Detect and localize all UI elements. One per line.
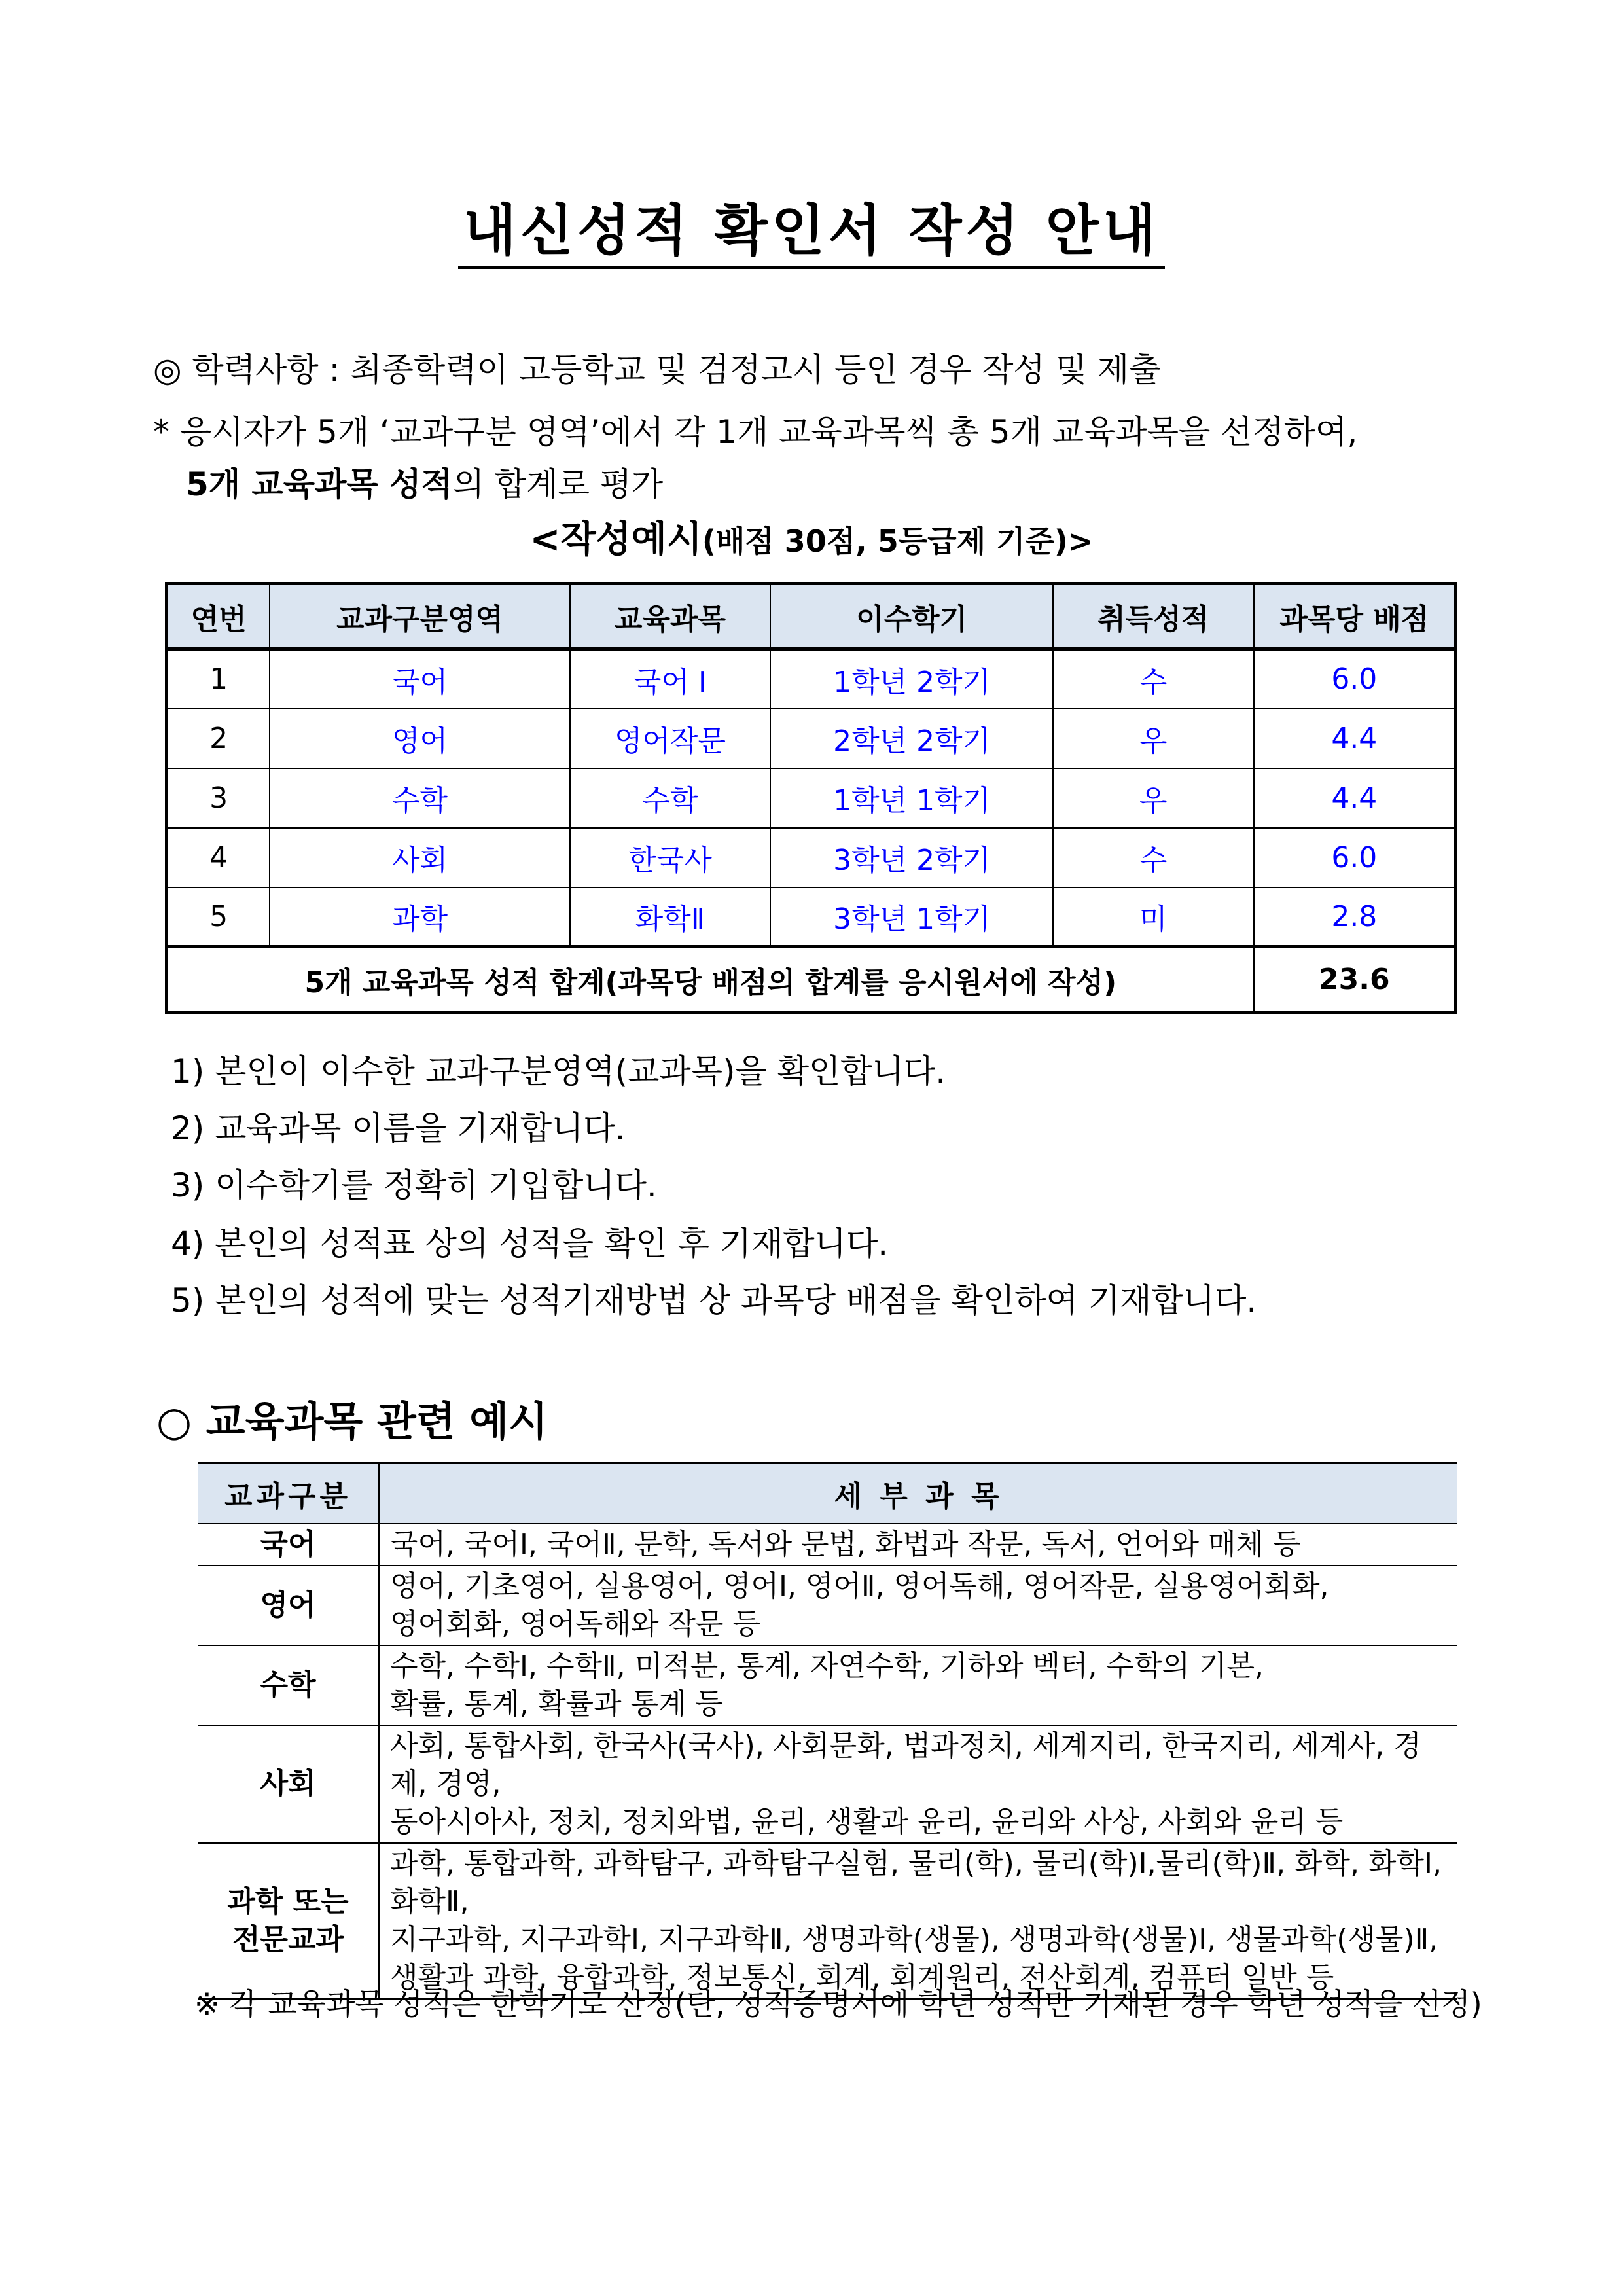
table-cell: 영어작문	[570, 709, 771, 768]
table-row	[198, 1725, 1457, 1843]
table-cell: 4.4	[1254, 709, 1456, 768]
table-cell: 2.8	[1254, 888, 1456, 947]
table-cell: 3	[167, 768, 270, 828]
subjects-cell: 사회, 통합사회, 한국사(국사), 사회문화, 법과정치, 세계지리, 한국지리, 세계사, 경제, 경영, 동아시아사, 정치, 정치와법, 윤리, 생활과 윤리, 윤리와 사상, 사회와 윤리 등	[379, 1725, 1457, 1843]
table-cell: 수	[1053, 649, 1254, 709]
col-header: 이수학기	[770, 584, 1053, 649]
table-cell: 영어	[270, 709, 569, 768]
footnote: ※ 각 교육과목 성적은 한학기로 산정(단, 성적증명서에 학년 성적만 기재된 경우 학년 성적을 선정)	[194, 1986, 1482, 2022]
col-header: 과목당 배점	[1254, 584, 1456, 649]
table-cell: 1학년 1학기	[770, 768, 1053, 828]
col-header: 연번	[167, 584, 270, 649]
category-cell: 사회	[198, 1725, 379, 1843]
total-label: 5개 교육과목 성적 합계(과목당 배점의 합계를 응시원서에 작성)	[167, 947, 1254, 1013]
table-cell: 2	[167, 709, 270, 768]
note-3: 3) 이수학기를 정확히 기입합니다.	[171, 1166, 657, 1204]
table-row	[167, 828, 1456, 888]
subjects-cell: 과학, 통합과학, 과학탐구, 과학탐구실험, 물리(학), 물리(학)Ⅰ,물리(학)Ⅱ, 화학, 화학Ⅰ, 화학Ⅱ, 지구과학, 지구과학Ⅰ, 지구과학Ⅱ, 생명과학(생물), 생명과학(생물)Ⅰ, 생물과학(생물)Ⅱ, 생활과 과학, 융합과학, 정보통신, 회계, 회계원리, 전산회계, 컴퓨터 일반 등	[379, 1843, 1457, 1999]
note-1: 1) 본인이 이수한 교과구분영역(교과목)을 확인합니다.	[171, 1052, 946, 1090]
category-cell: 영어	[198, 1566, 379, 1645]
example-heading: <작성예시(배점 30점, 5등급제 기준)>	[529, 518, 1094, 561]
col-header: 교과구분	[198, 1463, 379, 1524]
table-row	[198, 1843, 1457, 1999]
subject-examples-table	[198, 1462, 1457, 2000]
total-value: 23.6	[1254, 947, 1456, 1013]
col-header: 교육과목	[570, 584, 771, 649]
category-cell: 수학	[198, 1645, 379, 1725]
table-cell: 수	[1053, 828, 1254, 888]
table-cell: 국어	[270, 649, 569, 709]
table-cell: 4	[167, 828, 270, 888]
table-row	[167, 649, 1456, 709]
note-4: 4) 본인의 성적표 상의 성적을 확인 후 기재합니다.	[171, 1225, 889, 1263]
table-cell: 우	[1053, 709, 1254, 768]
subjects-cell: 영어, 기초영어, 실용영어, 영어Ⅰ, 영어Ⅱ, 영어독해, 영어작문, 실용영어회화, 영어회화, 영어독해와 작문 등	[379, 1566, 1457, 1645]
table-row	[167, 888, 1456, 947]
table-row	[198, 1566, 1457, 1645]
note-2: 2) 교육과목 이름을 기재합니다.	[171, 1109, 626, 1147]
section-title: ○ 교육과목 관련 예시	[156, 1397, 548, 1445]
table-row	[167, 709, 1456, 768]
subjects-cell: 수학, 수학Ⅰ, 수학Ⅱ, 미적분, 통계, 자연수학, 기하와 벡터, 수학의 기본, 확률, 통계, 확률과 통계 등	[379, 1645, 1457, 1725]
table-cell: 6.0	[1254, 649, 1456, 709]
table-cell: 3학년 1학기	[770, 888, 1053, 947]
table-cell: 6.0	[1254, 828, 1456, 888]
intro-education-history: ◎ 학력사항 : 최종학력이 고등학교 및 검정고시 등인 경우 작성 및 제출	[153, 351, 1161, 389]
table-cell: 3학년 2학기	[770, 828, 1053, 888]
table-cell: 수학	[570, 768, 771, 828]
table-cell: 1학년 2학기	[770, 649, 1053, 709]
table-cell: 1	[167, 649, 270, 709]
col-header: 교과구분영역	[270, 584, 569, 649]
col-header: 세 부 과 목	[379, 1463, 1457, 1524]
table-cell: 한국사	[570, 828, 771, 888]
category-cell: 과학 또는 전문교과	[198, 1843, 379, 1999]
table-cell: 우	[1053, 768, 1254, 828]
intro-instruction: * 응시자가 5개 ‘교과구분 영역’에서 각 1개 교육과목씩 총 5개 교육과목을 선정하여,	[153, 413, 1358, 451]
table-row	[167, 768, 1456, 828]
page-title: 내신성적 확인서 작성 안내	[0, 187, 1623, 266]
table-cell: 사회	[270, 828, 569, 888]
subjects-cell: 국어, 국어Ⅰ, 국어Ⅱ, 문학, 독서와 문법, 화법과 작문, 독서, 언어와 매체 등	[379, 1524, 1457, 1566]
table-row	[198, 1645, 1457, 1725]
category-cell: 국어	[198, 1524, 379, 1566]
total-row	[167, 947, 1456, 1013]
table-cell: 수학	[270, 768, 569, 828]
table-cell: 4.4	[1254, 768, 1456, 828]
table-cell: 2학년 2학기	[770, 709, 1053, 768]
intro-evaluation: 5개 교육과목 성적의 합계로 평가	[186, 465, 664, 503]
table-cell: 국어 Ⅰ	[570, 649, 771, 709]
table-cell: 5	[167, 888, 270, 947]
col-header: 취득성적	[1053, 584, 1254, 649]
example-grades-table	[165, 582, 1457, 1014]
note-5: 5) 본인의 성적에 맞는 성적기재방법 상 과목당 배점을 확인하여 기재합니다.	[171, 1282, 1257, 1319]
table-cell: 과학	[270, 888, 569, 947]
table-cell: 화학Ⅱ	[570, 888, 771, 947]
table-row	[198, 1524, 1457, 1566]
table-cell: 미	[1053, 888, 1254, 947]
